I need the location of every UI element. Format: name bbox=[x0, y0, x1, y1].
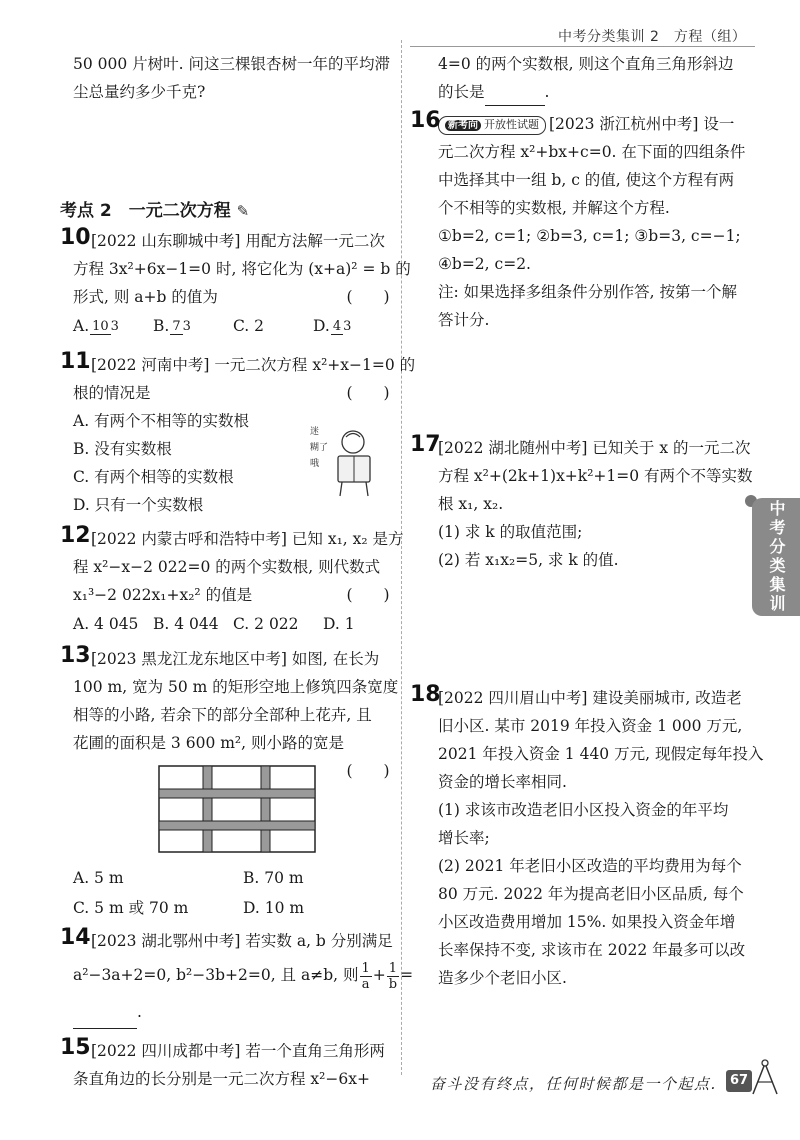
option-d: D. 1 bbox=[323, 615, 355, 633]
open-question-badge: 新考向 开放性试题 bbox=[438, 116, 546, 135]
footer-motto: 奋斗没有终点，任何时候都是一个起点. bbox=[430, 1075, 717, 1093]
continued-text-line-1: 4=0 的两个实数根, 则这个直角三角形斜边 bbox=[438, 55, 734, 73]
continued-text-line-2: 尘总量约多少千克? bbox=[73, 83, 206, 101]
question-line: 增长率; bbox=[438, 829, 490, 847]
option-b: B. 4 044 bbox=[153, 615, 219, 633]
garden-path-figure bbox=[158, 765, 316, 853]
question-line: 形式, 则 a+b 的值为 ( ) bbox=[73, 283, 393, 311]
question-line: (1) 求 k 的取值范围; bbox=[438, 523, 583, 541]
option-c: C. 有两个相等的实数根 bbox=[73, 468, 234, 486]
option-c: C. 5 m 或 70 m bbox=[73, 899, 189, 917]
question-line: 小区改造费用增加 15%. 如果投入资金年增 bbox=[438, 913, 736, 931]
question-number: 11 bbox=[60, 349, 91, 374]
option-d: D. 4 3 bbox=[313, 317, 352, 335]
answer-blank bbox=[485, 87, 545, 106]
question-line: 根的情况是 ( ) bbox=[73, 379, 393, 407]
option-b: B. 没有实数根 bbox=[73, 440, 172, 458]
question-16 bbox=[410, 110, 750, 334]
question-line: [2022 山东聊城中考] 用配方法解一元二次 bbox=[91, 232, 385, 250]
question-line: [2022 四川成都中考] 若一个直角三角形两 bbox=[91, 1042, 385, 1060]
question-17 bbox=[410, 432, 753, 574]
question-18 bbox=[410, 682, 764, 992]
answer-paren: ( ) bbox=[346, 586, 390, 604]
question-line: 答计分. bbox=[438, 311, 490, 329]
option-c: C. 2 022 bbox=[233, 615, 299, 633]
question-line: 根 x₁, x₂. bbox=[438, 495, 504, 513]
question-14 bbox=[60, 925, 414, 1029]
question-number: 17 bbox=[410, 432, 441, 457]
question-line: 资金的增长率相同. bbox=[438, 773, 567, 791]
question-10 bbox=[60, 225, 411, 341]
question-line: 新考向 开放性试题 [2023 浙江杭州中考] 设一 bbox=[410, 110, 750, 138]
question-line: [2023 黑龙江龙东地区中考] 如图, 在长为 bbox=[91, 650, 380, 668]
question-line: 方程 3x²+6x−1=0 时, 将它化为 (x+a)² = b 的 bbox=[73, 260, 411, 278]
question-line: 程 x²−x−2 022=0 的两个实数根, 则代数式 bbox=[73, 558, 381, 576]
option-b: B. 70 m bbox=[243, 869, 304, 887]
question-line: 100 m, 宽为 50 m 的矩形空地上修筑四条宽度 bbox=[73, 678, 399, 696]
question-line: ④b=2, c=2. bbox=[438, 255, 531, 273]
question-line: [2023 湖北鄂州中考] 若实数 a, b 分别满足 bbox=[91, 932, 393, 950]
question-line: [2022 四川眉山中考] 建设美丽城市, 改造老 bbox=[438, 689, 742, 707]
page-header-title: 中考分类集训 2 方程（组） bbox=[558, 29, 747, 45]
question-line: a²−3a+2=0, b²−3b+2=0, 且 a≠b, 则 $\frac{1}{a}$ + $\frac{1}{b}$ = bbox=[73, 960, 414, 992]
left-column bbox=[60, 50, 416, 1093]
answer-paren: ( ) bbox=[346, 288, 390, 306]
question-number: 15 bbox=[60, 1035, 91, 1060]
question-15 bbox=[60, 1035, 393, 1093]
answer-paren: ( ) bbox=[346, 384, 390, 402]
question-line: . bbox=[73, 995, 393, 1029]
question-line: 造多少个老旧小区. bbox=[438, 969, 567, 987]
answer-blank bbox=[73, 1010, 137, 1029]
question-line: 80 万元. 2022 年为提高老旧小区品质, 每个 bbox=[438, 885, 744, 903]
question-line: 花圃的面积是 3 600 m², 则小路的宽是 ( ) bbox=[73, 729, 393, 757]
question-line: (1) 求该市改造老旧小区投入资金的年平均 bbox=[438, 801, 729, 819]
question-line: 旧小区. 某市 2019 年投入资金 1 000 万元, bbox=[438, 717, 743, 735]
question-line: (2) 2021 年老旧小区改造的平均费用为每个 bbox=[438, 857, 742, 875]
continued-text-line-2: 的长是 . bbox=[410, 78, 750, 106]
question-line: 方程 x²+(2k+1)x+k²+1=0 有两个不等实数 bbox=[438, 467, 753, 485]
question-line: [2022 湖北随州中考] 已知关于 x 的一元二次 bbox=[438, 439, 751, 457]
reader-caption: 迷 bbox=[310, 427, 320, 437]
question-line: 注: 如果选择多组条件分别作答, 按第一个解 bbox=[438, 283, 738, 301]
question-line: 中选择其中一组 b, c 的值, 使这个方程有两 bbox=[438, 171, 735, 189]
option-d: D. 只有一个实数根 bbox=[73, 496, 204, 514]
side-tab: 中考分类集训 bbox=[752, 498, 800, 616]
header-rule bbox=[410, 46, 755, 47]
question-line: 个不相等的实数根, 并解这个方程. bbox=[438, 199, 670, 217]
column-divider bbox=[401, 40, 402, 1075]
option-a: A. 10 3 bbox=[73, 317, 119, 335]
question-line: [2022 内蒙古呼和浩特中考] 已知 x₁, x₂ 是方 bbox=[91, 530, 404, 548]
option-c: C. 2 bbox=[233, 317, 265, 335]
question-line: 条直角边的长分别是一元二次方程 x²−6x+ bbox=[73, 1070, 370, 1088]
question-number: 13 bbox=[60, 643, 91, 668]
question-number: 10 bbox=[60, 225, 91, 250]
page-number: 67 bbox=[726, 1070, 752, 1092]
reader-caption: 哦 bbox=[310, 459, 320, 469]
question-line: (2) 若 x₁x₂=5, 求 k 的值. bbox=[438, 551, 619, 569]
question-12 bbox=[60, 523, 404, 639]
answer-paren: ( ) bbox=[346, 762, 390, 780]
question-line: 2021 年投入资金 1 440 万元, 现假定每年投入 bbox=[438, 745, 764, 763]
question-13 bbox=[60, 643, 399, 923]
option-b: B. 7 3 bbox=[153, 317, 191, 335]
confused-reader-icon bbox=[308, 420, 378, 500]
question-line: 相等的小路, 若余下的部分全部种上花卉, 且 bbox=[73, 706, 372, 724]
section-title bbox=[60, 196, 393, 221]
option-a: A. 4 045 bbox=[73, 615, 139, 633]
question-number: 14 bbox=[60, 925, 91, 950]
question-line: x₁³−2 022x₁+x₂² 的值是 ( ) bbox=[73, 581, 393, 609]
continued-text-line-1: 50 000 片树叶. 问这三棵银杏树一年的平均滞 bbox=[73, 55, 391, 73]
right-column bbox=[410, 50, 764, 992]
option-a: A. 有两个不相等的实数根 bbox=[73, 412, 250, 430]
compass-icon bbox=[748, 1058, 782, 1096]
question-number: 12 bbox=[60, 523, 91, 548]
options-row bbox=[73, 863, 393, 893]
question-line: 元二次方程 x²+bx+c=0. 在下面的四组条件 bbox=[438, 143, 746, 161]
pencil-check-icon: ✎ bbox=[236, 202, 250, 220]
question-line: ①b=2, c=1; ②b=3, c=1; ③b=3, c=−1; bbox=[438, 227, 741, 245]
question-line: [2022 河南中考] 一元二次方程 x²+x−1=0 的 bbox=[91, 356, 416, 374]
options-row bbox=[73, 893, 393, 923]
reader-caption: 糊了 bbox=[310, 443, 329, 453]
question-line: 长率保持不变, 求该市在 2022 年最多可以改 bbox=[438, 941, 746, 959]
options-row bbox=[73, 609, 393, 639]
option-d: D. 10 m bbox=[243, 899, 305, 917]
question-number: 16 bbox=[410, 108, 441, 133]
section-title-text: 考点 2 一元二次方程 bbox=[60, 201, 231, 221]
option-a: A. 5 m bbox=[73, 869, 124, 887]
question-number: 18 bbox=[410, 682, 441, 707]
options-row bbox=[73, 311, 393, 341]
